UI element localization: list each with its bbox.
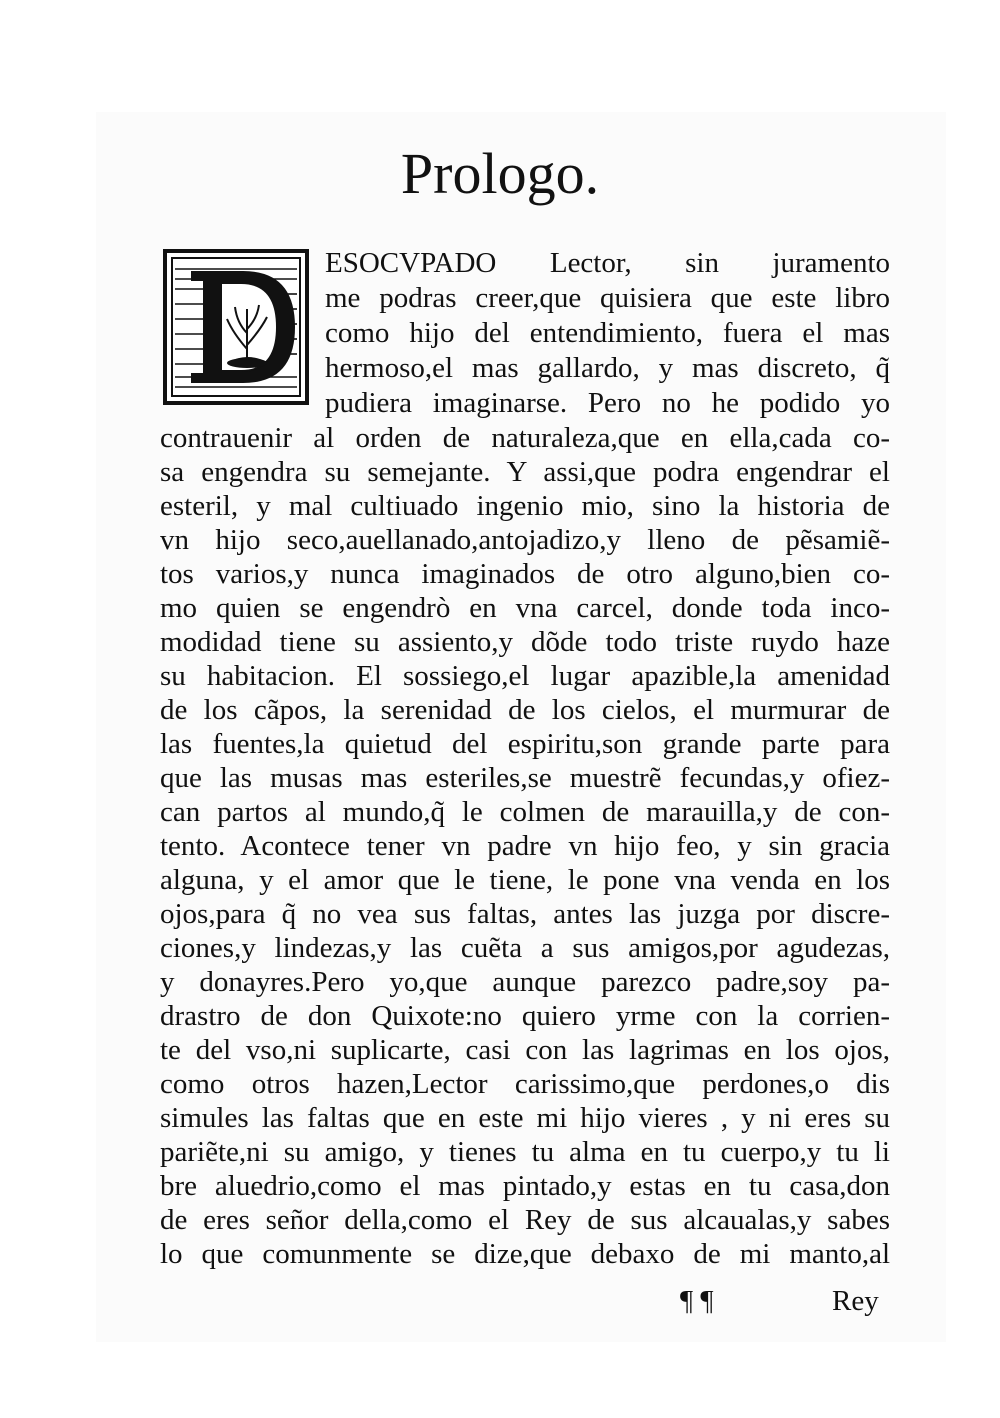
signature-mark: ¶ ¶ bbox=[680, 1285, 714, 1317]
text-line: y donayres.Pero yo,que aunque parezco padre,soy pa- bbox=[160, 966, 890, 998]
text-line: ciones,y lindezas,y las cuẽta a sus amigos,por agudezas, bbox=[160, 932, 890, 964]
text-line: me podras creer,que quisiera que este libro bbox=[325, 282, 890, 314]
text-line: bre aluedrio,como el mas pintado,y estas en tu casa,don bbox=[160, 1170, 890, 1202]
text-line: te del vso,ni suplicarte, casi con las lagrimas en los ojos, bbox=[160, 1034, 890, 1066]
text-line: pudiera imaginarse. Pero no he podido yo bbox=[325, 387, 890, 419]
text-line: ESOCVPADO Lector, sin juramento bbox=[325, 247, 890, 279]
text-line: que las musas mas esteriles,se muestrẽ fecundas,y ofiez- bbox=[160, 762, 890, 794]
text-line: can partos al mundo,q̃ le colmen de marauilla,y de con- bbox=[160, 796, 890, 828]
text-line: esteril, y mal cultiuado ingenio mio, sino la historia de bbox=[160, 490, 890, 522]
catchword: Rey bbox=[832, 1285, 879, 1317]
text-line: tento. Acontece tener vn padre vn hijo feo, y sin gracia bbox=[160, 830, 890, 862]
text-line: hermoso,el mas gallardo, y mas discreto, q̃ bbox=[325, 352, 890, 384]
text-line: simules las faltas que en este mi hijo vieres , y ni eres su bbox=[160, 1102, 890, 1134]
text-line: de eres señor della,como el Rey de sus alcaualas,y sabes bbox=[160, 1204, 890, 1236]
text-line: como hijo del entendimiento, fuera el mas bbox=[325, 317, 890, 349]
text-line: mo quien se engendrò en vna carcel, donde toda inco- bbox=[160, 592, 890, 624]
text-line: su habitacion. El sossiego,el lugar apazible,la amenidad bbox=[160, 660, 890, 692]
text-line: de los cãpos, la serenidad de los cielos, el murmurar de bbox=[160, 694, 890, 726]
text-line: pariẽte,ni su amigo, y tienes tu alma en tu cuerpo,y tu li bbox=[160, 1136, 890, 1168]
decorated-initial-d bbox=[163, 249, 309, 405]
text-line: ojos,para q̃ no vea sus faltas, antes las juzga por discre- bbox=[160, 898, 890, 930]
text-line: vn hijo seco,auellanado,antojadizo,y lleno de pẽsamiẽ- bbox=[160, 524, 890, 556]
text-line: las fuentes,la quietud del espiritu,son grande parte para bbox=[160, 728, 890, 760]
text-line: como otros hazen,Lector carissimo,que perdones,o dis bbox=[160, 1068, 890, 1100]
text-line: modidad tiene su assiento,y dõde todo triste ruydo haze bbox=[160, 626, 890, 658]
text-line: lo que comunmente se dize,que debaxo de mi manto,al bbox=[160, 1238, 890, 1270]
text-line: drastro de don Quixote:no quiero yrme con la corrien- bbox=[160, 1000, 890, 1032]
text-line: sa engendra su semejante. Y assi,que podra engendrar el bbox=[160, 456, 890, 488]
page-title: Prologo. bbox=[400, 141, 600, 206]
text-line: alguna, y el amor que le tiene, le pone vna venda en los bbox=[160, 864, 890, 896]
text-line: tos varios,y nunca imaginados de otro alguno,bien co- bbox=[160, 558, 890, 590]
text-line: contrauenir al orden de naturaleza,que en ella,cada co- bbox=[160, 422, 890, 454]
